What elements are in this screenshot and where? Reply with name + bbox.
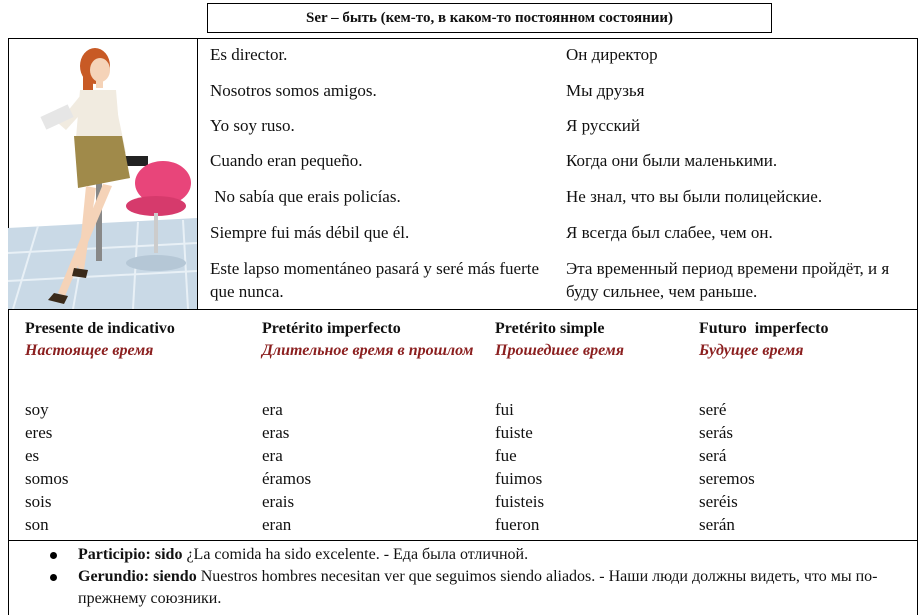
conjugation-form: será — [699, 446, 727, 465]
conjugation-form: eres — [25, 423, 53, 442]
example-russian: Когда они были маленькими. — [566, 151, 778, 170]
note-label: Gerundio: — [78, 568, 150, 585]
example-russian: Эта временный период времени пройдёт, и я буду сильнее, чем раньше. — [566, 259, 890, 301]
conjugation-form: fuisteis — [495, 492, 545, 511]
conjugation-form: seremos — [699, 469, 755, 488]
example-russian: Мы друзья — [566, 81, 645, 100]
conjugation-form: fuiste — [495, 423, 533, 442]
forms-simple — [495, 398, 544, 536]
tense-name-spanish: Pretérito imperfecto — [262, 320, 401, 337]
section-divider — [8, 309, 918, 310]
tense-column-futuro — [699, 318, 909, 362]
conjugation-form: serán — [699, 515, 735, 534]
conjugation-form: es — [25, 446, 40, 465]
note-text: ¿La comida ha sido excelente. - Еда была отличной. — [186, 546, 529, 563]
conjugation-form: fueron — [495, 515, 540, 534]
forms-imperfecto — [262, 398, 311, 536]
note-label: Participio: — [78, 546, 151, 563]
conjugation-form: somos — [25, 469, 69, 488]
conjugation-form: eras — [262, 423, 290, 442]
example-russian: Он директор — [566, 45, 658, 64]
list-item — [40, 544, 900, 566]
note-text: Nuestros hombres necesitan ver que seguimos siendo aliados. - Наши люди должны видеть, что мы по-прежнему союзники. — [78, 568, 878, 607]
example-russian: Не знал, что вы были полицейские. — [566, 187, 823, 206]
conjugation-form: fui — [495, 400, 514, 419]
tense-column-presente — [25, 318, 250, 362]
list-item — [40, 566, 900, 610]
example-spanish: Cuando eran pequeño. — [210, 151, 363, 170]
forms-presente — [25, 398, 68, 536]
example-russian: Я всегда был слабее, чем он. — [566, 223, 773, 242]
tense-name-russian: Настоящее время — [25, 342, 154, 359]
section-divider — [8, 540, 918, 541]
conjugation-form: éramos — [262, 469, 312, 488]
conjugation-form: sois — [25, 492, 52, 511]
conjugation-form: seréis — [699, 492, 738, 511]
conjugation-form: eran — [262, 515, 292, 534]
bullet-icon — [50, 552, 57, 559]
conjugation-form: fue — [495, 446, 517, 465]
conjugation-form: era — [262, 446, 283, 465]
conjugation-form: soy — [25, 400, 49, 419]
example-spanish: Nosotros somos amigos. — [210, 81, 377, 100]
forms-futuro — [699, 398, 755, 536]
example-spanish: No sabía que erais policías. — [210, 187, 401, 206]
tense-name-spanish: Presente de indicativo — [25, 320, 175, 337]
note-word: siendo — [153, 568, 197, 585]
woman-with-chair-illustration — [8, 38, 198, 309]
conjugation-form: serás — [699, 423, 733, 442]
tense-name-spanish: Futuro imperfecto — [699, 320, 829, 337]
notes-list — [40, 544, 900, 610]
conjugation-form: seré — [699, 400, 727, 419]
tense-name-russian: Будущее время — [699, 342, 804, 359]
example-spanish: Este lapso momentáneo pasará y seré más fuerte que nunca. — [210, 259, 540, 301]
conjugation-form: era — [262, 400, 283, 419]
tense-column-simple — [495, 318, 690, 362]
tense-name-russian: Длительное время в прошлом — [262, 342, 474, 359]
conjugation-form: erais — [262, 492, 295, 511]
tense-name-russian: Прошедшее время — [495, 342, 624, 359]
bullet-icon — [50, 574, 57, 581]
illustration-cell — [8, 38, 198, 309]
example-russian: Я русский — [566, 116, 640, 135]
conjugation-form: son — [25, 515, 49, 534]
note-word: sido — [154, 546, 183, 563]
example-spanish: Yo soy ruso. — [210, 116, 295, 135]
tense-column-imperfecto — [262, 318, 477, 362]
example-spanish: Es director. — [210, 45, 288, 64]
tense-name-spanish: Pretérito simple — [495, 320, 605, 337]
example-spanish: Siempre fui más débil que él. — [210, 223, 410, 242]
conjugation-form: fuimos — [495, 469, 543, 488]
page-title: Ser – быть (кем-то, в каком-то постоянном состоянии) — [207, 3, 772, 33]
